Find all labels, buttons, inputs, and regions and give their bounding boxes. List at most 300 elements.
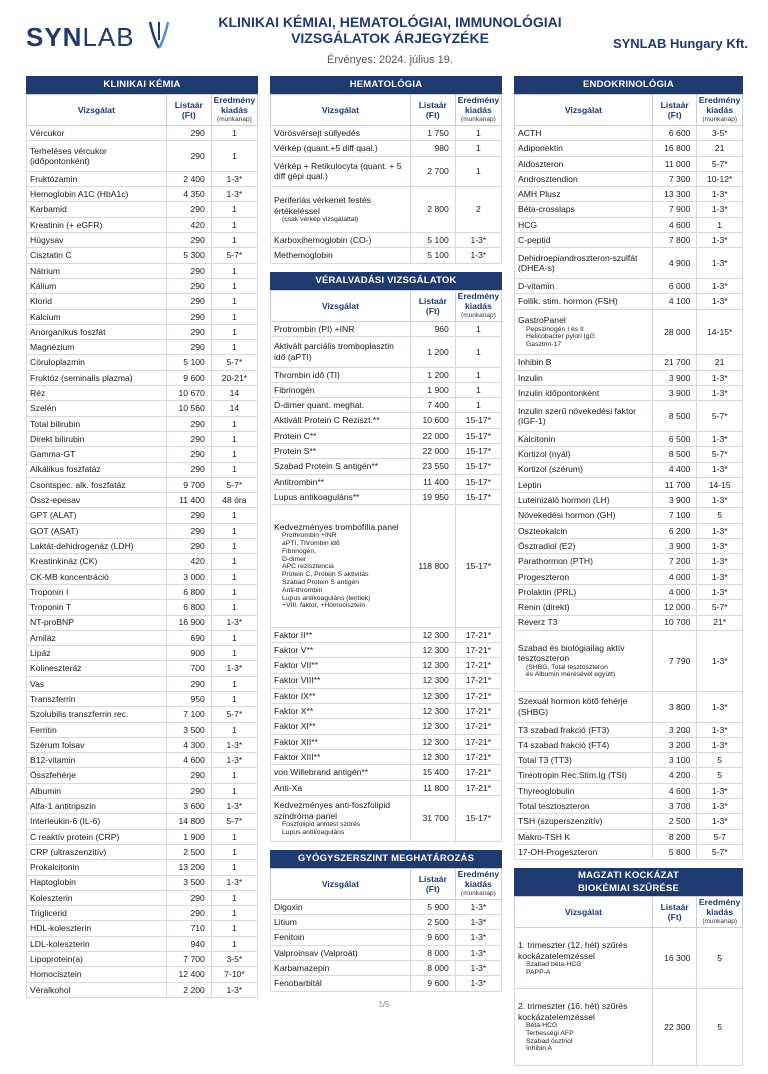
table-row	[27, 447, 258, 462]
test-price: 290	[166, 431, 211, 446]
test-price: 290	[166, 462, 211, 477]
test-name-label: Kalcium	[30, 311, 61, 322]
test-name	[515, 799, 653, 814]
test-turnaround: 1	[211, 722, 257, 737]
test-name-label: Vas	[30, 678, 45, 689]
test-price: 12 300	[410, 704, 455, 719]
test-price: 5 100	[410, 233, 455, 248]
test-price: 6 800	[166, 584, 211, 599]
test-name	[271, 930, 411, 945]
test-name	[27, 921, 167, 936]
test-name-label: Hemoglobin A1C (HbA1c)	[30, 189, 129, 200]
test-turnaround: 1-3*	[697, 722, 743, 737]
test-name-label: Kortizol (nyál)	[518, 449, 571, 460]
test-name-label: Fibrinogén	[274, 384, 315, 395]
test-price: 12 300	[410, 719, 455, 734]
section-title: KLINIKAI KÉMIA	[26, 76, 258, 94]
test-price: 12 300	[410, 642, 455, 657]
test-name-label: Aktivált parciális tromboplasztin idő (aPTI)	[274, 341, 394, 362]
column-header-result	[211, 95, 257, 126]
test-price: 4 900	[652, 248, 696, 279]
test-price: 10 670	[166, 386, 211, 401]
table-row	[515, 600, 743, 615]
test-name	[271, 126, 411, 141]
test-name	[515, 126, 653, 141]
test-turnaround: 1	[455, 156, 501, 187]
test-name	[27, 278, 167, 293]
test-name-label: Össz-epesav	[30, 495, 81, 506]
test-name	[27, 982, 167, 997]
test-name	[27, 248, 167, 263]
test-turnaround: 1	[211, 600, 257, 615]
table-row	[27, 967, 258, 982]
test-turnaround: 1-3*	[697, 523, 743, 538]
test-turnaround: 15-17*	[455, 413, 501, 428]
test-name-label: Terheléses vércukor (időpontonként)	[30, 145, 107, 167]
table-row	[271, 126, 502, 141]
test-name-label: Dehidroepiandroszteron-szulfát (DHEA-s)	[518, 252, 638, 274]
test-name	[27, 539, 167, 554]
test-price: 12 400	[166, 967, 211, 982]
test-turnaround: 1	[211, 508, 257, 523]
test-sub-item: Prothrombin +INR	[282, 532, 337, 540]
page-number: 1/5	[378, 1000, 390, 1009]
test-turnaround: 1	[211, 278, 257, 293]
test-turnaround: 5-7*	[697, 401, 743, 432]
test-turnaround: 5-7*	[211, 248, 257, 263]
test-price: 4 350	[166, 187, 211, 202]
table-row	[515, 539, 743, 554]
test-name	[515, 753, 653, 768]
table-row	[515, 126, 743, 141]
test-price: 7 800	[652, 233, 696, 248]
test-name	[27, 661, 167, 676]
table-row	[27, 952, 258, 967]
test-price: 4 400	[652, 462, 696, 477]
test-turnaround: 1	[455, 141, 501, 156]
test-turnaround: 1-3*	[697, 569, 743, 584]
column-header-result	[455, 290, 501, 321]
test-name-label: Alkálikus foszfatáz	[30, 464, 101, 475]
test-name	[27, 386, 167, 401]
test-price: 290	[166, 416, 211, 431]
test-price: 6 800	[166, 600, 211, 615]
test-price: 290	[166, 324, 211, 339]
test-name-label: Interleukin-6 (IL-6)	[30, 816, 101, 827]
test-name-label: Kálium	[30, 280, 57, 291]
test-turnaround: 5	[697, 928, 743, 989]
test-price: 3 900	[652, 370, 696, 385]
test-sub-item: PAPP-A	[526, 968, 551, 976]
test-name-label: Reverz T3	[518, 617, 558, 628]
test-price: 19 950	[410, 489, 455, 504]
test-name-label: Vérkép + Retikulocyta (quant. + 5 diff gépi qual.)	[274, 160, 402, 182]
test-name	[27, 936, 167, 951]
table-row	[27, 263, 258, 278]
section-title: GYÓGYSZERSZINT MEGHATÁROZÁS	[270, 850, 502, 868]
test-name	[271, 382, 411, 397]
table-row	[515, 844, 743, 859]
test-name	[27, 890, 167, 905]
test-price: 12 300	[410, 688, 455, 703]
test-turnaround: 1	[211, 263, 257, 278]
test-name-label: Faktor II**	[274, 629, 313, 640]
table-row	[271, 474, 502, 489]
table-row	[27, 921, 258, 936]
test-name	[27, 141, 167, 172]
table-row	[271, 141, 502, 156]
test-turnaround: 14	[211, 386, 257, 401]
test-name-label: Aktivált Protein C Reziszt.**	[274, 415, 380, 426]
test-price: 950	[166, 691, 211, 706]
test-name-label: Cöruloplazmin	[30, 357, 85, 368]
test-turnaround: 5-7*	[211, 355, 257, 370]
test-price: 700	[166, 661, 211, 676]
table-row	[27, 493, 258, 508]
test-turnaround: 1	[211, 141, 257, 172]
test-name	[27, 340, 167, 355]
test-price: 2 800	[410, 187, 455, 233]
test-price: 4 100	[652, 294, 696, 309]
table-row	[27, 707, 258, 722]
test-price: 290	[166, 539, 211, 554]
test-name	[271, 489, 411, 504]
table-row	[27, 890, 258, 905]
table-row	[515, 386, 743, 401]
test-name	[27, 416, 167, 431]
test-price: 6 500	[652, 431, 696, 446]
test-name-label: Összfehérje	[30, 770, 76, 781]
test-turnaround: 1	[211, 860, 257, 875]
table-row	[271, 976, 502, 991]
column-header-result-unit: (munkanap)	[702, 918, 738, 926]
test-name-label: Albumin	[30, 785, 62, 796]
test-price: 290	[166, 508, 211, 523]
table-row	[27, 233, 258, 248]
test-sub-item: Szabad Protein S antigén	[282, 578, 360, 586]
test-name	[515, 600, 653, 615]
test-name	[271, 765, 411, 780]
test-turnaround: 5	[697, 768, 743, 783]
test-turnaround: 17-21*	[455, 642, 501, 657]
test-name	[515, 187, 653, 202]
test-name-label: Tireotropin Rec.Stim.Ig (TSI)	[518, 770, 628, 781]
section-gyogyszerszint	[270, 850, 502, 992]
test-turnaround: 5-7*	[697, 447, 743, 462]
test-name-label: Kolineszteráz	[30, 663, 82, 674]
table-row	[271, 750, 502, 765]
test-name-label: GOT (ASAT)	[30, 525, 79, 536]
test-name-label: Cisztatin C	[30, 250, 72, 261]
table-row	[271, 505, 502, 627]
test-price: 12 300	[410, 750, 455, 765]
test-name-label: Szolubilis transzferrin rec.	[30, 709, 129, 720]
table-row	[27, 753, 258, 768]
test-name-label: Total bilirubin	[30, 418, 81, 429]
test-turnaround: 1	[455, 398, 501, 413]
test-turnaround: 17-21*	[455, 658, 501, 673]
test-name-label: Kedvezményes anti-foszfolipid szindróma panel	[274, 800, 391, 821]
test-name-label: Karbamid	[30, 204, 67, 215]
table-row	[271, 960, 502, 975]
test-price: 7 900	[652, 202, 696, 217]
table-row	[515, 202, 743, 217]
test-price: 5 100	[410, 248, 455, 263]
test-name-label: Direkt bilirubin	[30, 433, 85, 444]
test-name	[27, 462, 167, 477]
table-row	[515, 783, 743, 798]
test-turnaround: 1	[455, 367, 501, 382]
test-name	[27, 477, 167, 492]
test-name	[271, 248, 411, 263]
table-row	[515, 141, 743, 156]
test-price: 1 750	[410, 126, 455, 141]
test-sub-item: Lupus antikoaguláns	[282, 828, 345, 836]
column-header-price: Listaár (Ft)	[410, 290, 455, 321]
test-name-label: Alfa-1 antitripszin	[30, 801, 96, 811]
test-price: 9 700	[166, 477, 211, 492]
test-name	[27, 447, 167, 462]
test-name	[27, 814, 167, 829]
test-name	[515, 691, 653, 722]
test-price: 940	[166, 936, 211, 951]
section-veralvadasi	[270, 272, 502, 842]
test-name	[515, 294, 653, 309]
test-sub-item: Helicobacter pylori IgG	[526, 333, 595, 341]
test-name-label: B12-vitamin	[30, 755, 76, 766]
column-header-price: Listaár (Ft)	[652, 897, 696, 928]
test-price: 290	[166, 141, 211, 172]
test-name	[515, 768, 653, 783]
test-name	[271, 673, 411, 688]
test-turnaround: 1-3*	[455, 248, 501, 263]
table-row	[515, 584, 743, 599]
test-price: 22 300	[652, 989, 696, 1066]
test-name-label: Haptoglobin	[30, 877, 76, 888]
test-name	[27, 768, 167, 783]
test-turnaround: 7-10*	[211, 967, 257, 982]
test-price: 3 500	[166, 875, 211, 890]
price-table	[270, 868, 502, 992]
table-row	[271, 915, 502, 930]
table-row	[515, 278, 743, 293]
table-row	[27, 676, 258, 691]
test-turnaround: 17-21*	[455, 750, 501, 765]
table-row	[27, 982, 258, 997]
table-row	[27, 141, 258, 172]
test-turnaround: 5-7	[697, 829, 743, 844]
test-name-label: Kalcitonin	[518, 433, 556, 444]
test-sub-item: Szabad béta-HCG	[526, 960, 582, 968]
column-header-price: Listaár (Ft)	[652, 95, 696, 126]
test-price: 8 000	[410, 945, 455, 960]
column-header-test: Vizsgálat	[271, 868, 411, 899]
test-turnaround: 1	[211, 217, 257, 232]
test-name-label: Progeszteron	[518, 571, 570, 582]
table-row	[271, 367, 502, 382]
section-endokrinologia	[514, 76, 743, 860]
test-turnaround: 1-3*	[211, 187, 257, 202]
test-name	[27, 294, 167, 309]
test-name	[27, 171, 167, 186]
test-turnaround: 1	[211, 447, 257, 462]
price-table	[514, 896, 743, 1066]
test-name-label: Koleszterin	[30, 892, 73, 903]
test-name	[515, 309, 653, 355]
test-name	[27, 799, 167, 814]
test-name	[271, 658, 411, 673]
test-name	[27, 875, 167, 890]
test-sub-item: (csak vérkép vizsgálattal)	[282, 216, 359, 224]
test-name	[27, 370, 167, 385]
test-turnaround: 1-3*	[211, 615, 257, 630]
table-row	[515, 431, 743, 446]
test-turnaround: 5-7*	[211, 707, 257, 722]
test-turnaround: 1	[211, 233, 257, 248]
table-row	[27, 799, 258, 814]
test-name	[515, 783, 653, 798]
test-name	[515, 539, 653, 554]
test-price: 16 800	[652, 141, 696, 156]
table-row	[27, 906, 258, 921]
test-name-label: ACTH	[518, 127, 542, 138]
test-name	[27, 202, 167, 217]
test-name	[27, 829, 167, 844]
test-turnaround: 1-3*	[697, 431, 743, 446]
test-name-label: Lipáz	[30, 648, 51, 659]
test-turnaround: 15-17*	[455, 444, 501, 459]
test-name	[271, 459, 411, 474]
test-turnaround: 1-3*	[697, 584, 743, 599]
test-name	[27, 569, 167, 584]
test-price: 290	[166, 783, 211, 798]
table-row	[271, 428, 502, 443]
test-name	[27, 600, 167, 615]
test-price: 290	[166, 768, 211, 783]
test-name	[515, 493, 653, 508]
test-name-label: von Willebrand antigén**	[274, 767, 369, 778]
test-turnaround: 1-3*	[697, 233, 743, 248]
test-name	[271, 474, 411, 489]
table-row	[271, 642, 502, 657]
test-name-label: Anorganikus foszfát	[30, 326, 106, 337]
test-price: 31 700	[410, 795, 455, 841]
test-price: 5 300	[166, 248, 211, 263]
table-row	[27, 171, 258, 186]
test-price: 28 000	[652, 309, 696, 355]
column-header-result-label: Eredmény kiadás	[457, 868, 500, 889]
test-name-label: 17-OH-Progeszteron	[518, 846, 598, 857]
table-row	[515, 217, 743, 232]
test-name-label: Periferiás vérkenet festés értékeléssel	[274, 195, 371, 216]
test-price: 7 100	[652, 508, 696, 523]
table-row	[271, 627, 502, 642]
test-price: 2 700	[410, 156, 455, 187]
test-name-label: 2. trimeszter (16. hét) szűrés kockázatelemzéssel	[518, 1001, 628, 1022]
price-table	[514, 94, 743, 860]
test-name	[27, 126, 167, 141]
test-turnaround: 1-3*	[697, 278, 743, 293]
test-price: 6 200	[652, 523, 696, 538]
test-price: 10 600	[410, 413, 455, 428]
test-name-label: Prokalcitonin	[30, 862, 80, 873]
test-name-label: Szexuál hormon kötő fehérje (SHBG)	[518, 696, 628, 717]
test-turnaround: 1	[211, 768, 257, 783]
test-price: 12 300	[410, 627, 455, 642]
column-header-price: Listaár (Ft)	[166, 95, 211, 126]
section-title: HEMATOLÓGIA	[270, 76, 502, 94]
table-row	[27, 554, 258, 569]
test-sub-item: Inhibin A	[526, 1045, 553, 1053]
column-left	[26, 76, 258, 1006]
test-name	[515, 217, 653, 232]
test-price: 8 000	[410, 960, 455, 975]
table-row	[27, 523, 258, 538]
test-name	[271, 750, 411, 765]
test-name-label: Nátrium	[30, 265, 61, 276]
test-price: 3 600	[166, 799, 211, 814]
test-turnaround: 1-3*	[697, 799, 743, 814]
test-name	[515, 401, 653, 432]
test-name	[271, 367, 411, 382]
test-sub-item: D-dimer	[282, 555, 307, 563]
column-header-result	[455, 95, 501, 126]
test-turnaround: 1	[211, 462, 257, 477]
test-name-label: Inzulin szerű növekedési faktor (IGF-1)	[518, 405, 636, 427]
test-name-label: Szelén	[30, 403, 57, 414]
column-header-price: Listaár (Ft)	[410, 868, 455, 899]
table-row	[27, 646, 258, 661]
test-name-label: Faktor XIII**	[274, 751, 321, 762]
test-name	[271, 704, 411, 719]
table-row	[27, 584, 258, 599]
test-name-label: Luteinizáló hormon (LH)	[518, 495, 610, 506]
test-turnaround: 15-17*	[455, 795, 501, 841]
test-name-label: Androsztendion	[518, 173, 578, 184]
test-turnaround: 5-7*	[697, 844, 743, 859]
table-row	[27, 875, 258, 890]
test-turnaround: 1-3*	[697, 691, 743, 722]
table-row	[27, 600, 258, 615]
test-name	[271, 156, 411, 187]
test-turnaround: 1-3*	[211, 875, 257, 890]
column-header-result-label: Eredmény kiadás	[698, 95, 741, 115]
test-turnaround: 1	[211, 569, 257, 584]
column-header-result-label: Eredmény kiadás	[457, 290, 500, 311]
test-turnaround: 1	[211, 126, 257, 141]
test-turnaround: 1-3*	[455, 233, 501, 248]
table-row	[27, 324, 258, 339]
table-row	[27, 431, 258, 446]
test-turnaround: 1	[455, 126, 501, 141]
test-name-label: Növekedési hormon (GH)	[518, 510, 616, 521]
test-name-label: D-dimer quant. meghat.	[274, 400, 365, 411]
table-row	[27, 783, 258, 798]
test-price: 3 500	[166, 722, 211, 737]
test-price: 11 400	[410, 474, 455, 489]
test-turnaround: 1-3*	[697, 554, 743, 569]
test-name	[271, 899, 411, 914]
test-turnaround: 1	[211, 324, 257, 339]
table-row	[27, 860, 258, 875]
test-price: 7 300	[652, 171, 696, 186]
test-name	[271, 945, 411, 960]
test-name	[515, 477, 653, 492]
test-price: 290	[166, 906, 211, 921]
test-price: 9 600	[410, 976, 455, 991]
test-price: 11 000	[652, 156, 696, 171]
test-price: 3 100	[652, 753, 696, 768]
